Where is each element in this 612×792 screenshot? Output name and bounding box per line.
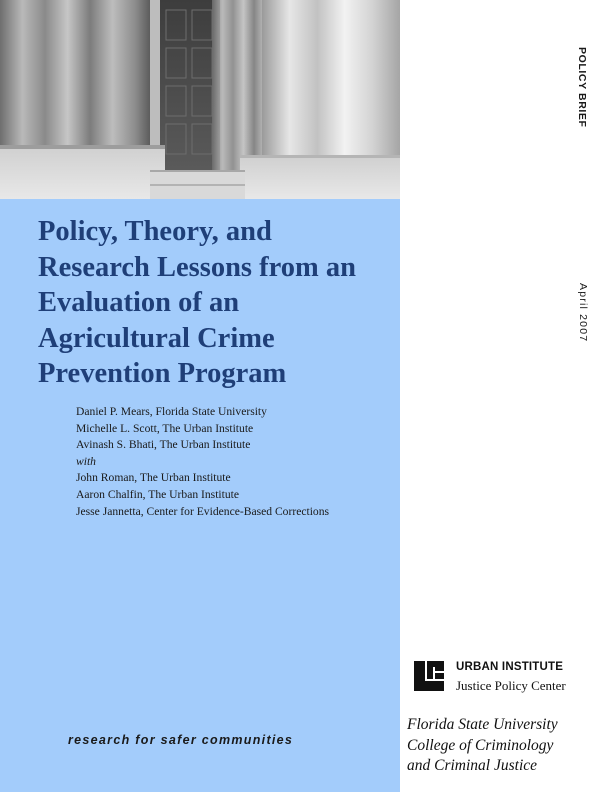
contributor: John Roman, The Urban Institute — [76, 471, 231, 485]
contributor: Jesse Jannetta, Center for Evidence-Based Corrections — [76, 504, 330, 518]
author-list — [76, 404, 396, 520]
title-line: Agricultural Crime — [38, 322, 275, 354]
fsu-line: College of Criminology — [407, 736, 554, 754]
with-label: with — [76, 454, 96, 468]
fsu-line: Florida State University — [407, 716, 558, 733]
justice-policy-center: Justice Policy Center — [456, 678, 566, 693]
tagline: research for safer communities — [68, 733, 294, 747]
contributor: Aaron Chalfin, The Urban Institute — [76, 487, 240, 501]
fsu-affiliation — [407, 715, 558, 777]
title-line: Prevention Program — [38, 358, 287, 389]
cover-photo-columns — [0, 0, 400, 199]
title-line: Evaluation of an — [38, 287, 240, 318]
document-title — [38, 214, 388, 392]
publication-date: April 2007 — [577, 283, 589, 343]
urban-institute-name: URBAN INSTITUTE — [456, 661, 564, 673]
fsu-line: and Criminal Justice — [407, 757, 538, 774]
title-line: Research Lessons from an — [38, 251, 356, 283]
urban-institute-logo — [414, 661, 444, 691]
author: Michelle L. Scott, The Urban Institute — [76, 421, 254, 435]
title-line: Policy, Theory, and — [38, 216, 272, 247]
author: Avinash S. Bhati, The Urban Institute — [76, 438, 251, 452]
author: Daniel P. Mears, Florida State University — [76, 405, 267, 418]
policy-brief-label: POLICY BRIEF — [576, 47, 588, 128]
